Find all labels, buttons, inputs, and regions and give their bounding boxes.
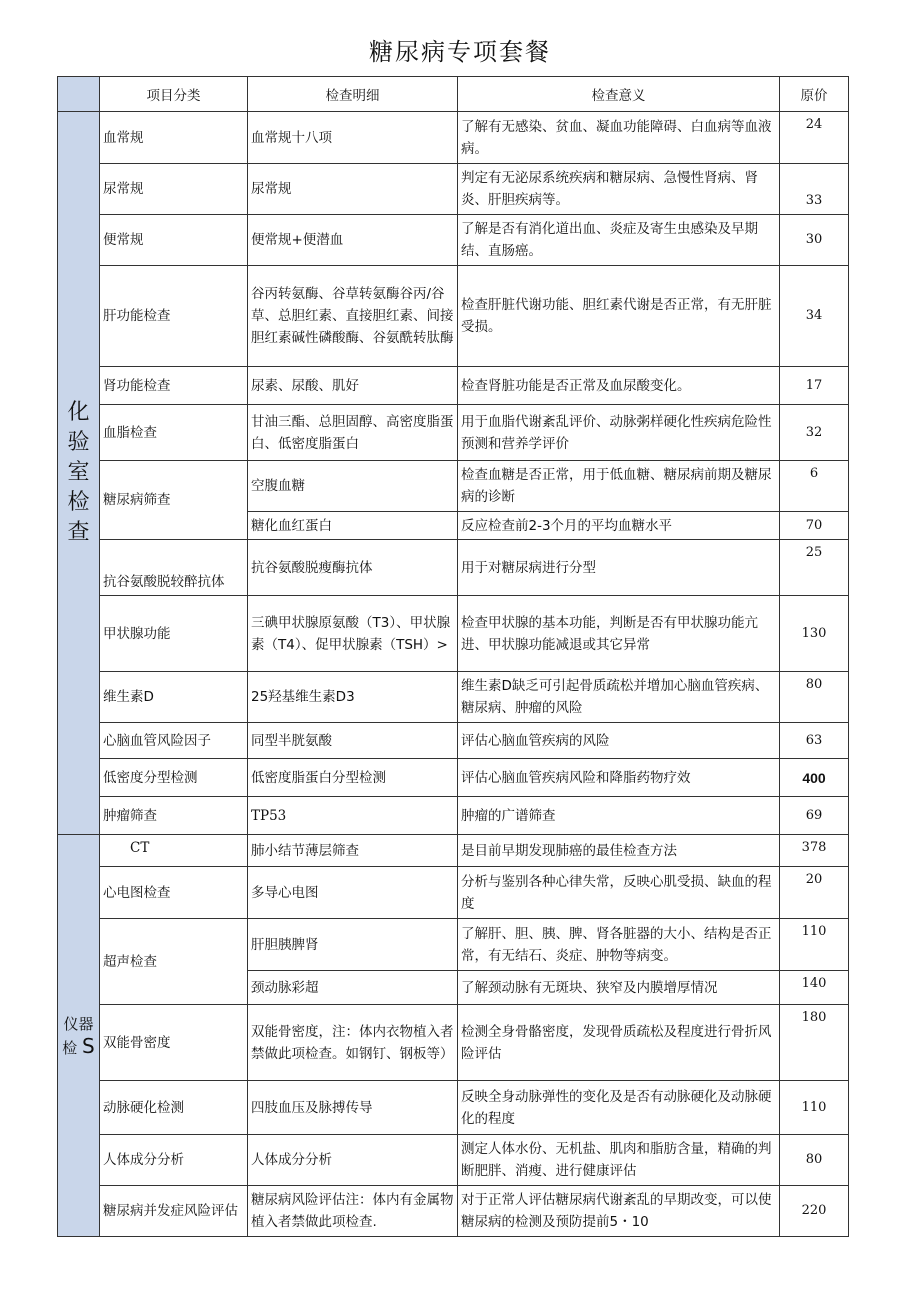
price-cell: 63 [780, 723, 849, 759]
table-row [58, 367, 849, 405]
meaning-cell: 评估心脑血管疾病风险和降脂药物疗效 [458, 759, 780, 797]
detail-cell: 低密度脂蛋白分型检测 [248, 759, 458, 797]
price-cell: 6 [780, 461, 849, 512]
price-cell: 80 [780, 1135, 849, 1186]
meaning-cell: 了解是否有消化道出血、炎症及寄生虫感染及早期结、直肠癌。 [458, 215, 780, 266]
detail-cell: 人体成分分析 [248, 1135, 458, 1186]
price-cell: 32 [780, 405, 849, 461]
table-row [58, 1081, 849, 1135]
corner-cell [58, 77, 100, 112]
detail-cell: 尿素、尿酸、肌好 [248, 367, 458, 405]
table-row [58, 215, 849, 266]
table-row [58, 919, 849, 971]
table-row [58, 835, 849, 867]
meaning-cell: 用于血脂代谢紊乱评价、动脉粥样硬化性疾病危险性预测和营养学评价 [458, 405, 780, 461]
category-cell: 肾功能检查 [100, 367, 248, 405]
meaning-cell: 测定人体水份、无机盐、肌肉和脂肪含量，精确的判断肥胖、消瘦、进行健康评估 [458, 1135, 780, 1186]
price-cell: 80 [780, 672, 849, 723]
price-cell: 400 [780, 759, 849, 797]
price-cell: 70 [780, 512, 849, 540]
category-cell: 肿瘤筛查 [100, 797, 248, 835]
price-cell: 33 [780, 164, 849, 215]
category-cell: 肝功能检查 [100, 266, 248, 367]
price-cell: 110 [780, 1081, 849, 1135]
table-row [58, 797, 849, 835]
price-cell: 110 [780, 919, 849, 971]
table-row [58, 1005, 849, 1081]
price-cell: 378 [780, 835, 849, 867]
meaning-cell: 维生素D缺乏可引起骨质疏松并增加心脑血管疾病、糖尿病、肿瘤的风险 [458, 672, 780, 723]
category-cell: 糖尿病筛查 [100, 461, 248, 540]
price-cell: 20 [780, 867, 849, 919]
category-cell: 糖尿病并发症风险评估 [100, 1186, 248, 1237]
category-cell: 维生素D [100, 672, 248, 723]
category-cell: 双能骨密度 [100, 1005, 248, 1081]
table-row [58, 266, 849, 367]
section-lab-label: 化验室检查 [58, 112, 100, 835]
table-row [58, 867, 849, 919]
meaning-cell: 了解肝、胆、胰、脾、肾各脏器的大小、结构是否正常，有无结石、炎症、肿物等病变。 [458, 919, 780, 971]
detail-cell: 谷丙转氨酶、谷草转氨酶谷丙/谷草、总胆红素、直接胆红素、间接胆红素碱性磷酸酶、谷氨酰转肽酶 [248, 266, 458, 367]
detail-cell: 颈动脉彩超 [248, 971, 458, 1005]
detail-cell: 25羟基维生素D3 [248, 672, 458, 723]
header-meaning: 检查意义 [458, 77, 780, 112]
detail-cell: 多导心电图 [248, 867, 458, 919]
header-category: 项目分类 [100, 77, 248, 112]
meaning-cell: 肿瘤的广谱筛查 [458, 797, 780, 835]
table-row [58, 405, 849, 461]
meaning-cell: 对于正常人评估糖尿病代谢紊乱的早期改变，可以使糖尿病的检测及预防提前5・10 [458, 1186, 780, 1237]
category-cell: 血常规 [100, 112, 248, 164]
header-price: 原价 [780, 77, 849, 112]
category-cell: 抗谷氨酸脱较醉抗体 [100, 540, 248, 596]
meaning-cell: 检查血糖是否正常，用于低血糖、糖尿病前期及糖尿病的诊断 [458, 461, 780, 512]
category-cell: 超声检查 [100, 919, 248, 1005]
detail-cell: 双能骨密度，注：体内衣物植入者禁做此项检查。如钢钉、钢板等） [248, 1005, 458, 1081]
detail-cell: 血常规十八项 [248, 112, 458, 164]
category-cell: 心脑血管风险因子 [100, 723, 248, 759]
price-cell: 180 [780, 1005, 849, 1081]
page-title: 糖尿病专项套餐 [369, 38, 551, 66]
price-cell: 220 [780, 1186, 849, 1237]
category-cell: 血脂检查 [100, 405, 248, 461]
meaning-cell: 评估心脑血管疾病的风险 [458, 723, 780, 759]
meaning-cell: 用于对糖尿病进行分型 [458, 540, 780, 596]
table-row [58, 596, 849, 672]
table-row [58, 1135, 849, 1186]
table-row [58, 1186, 849, 1237]
price-cell: 17 [780, 367, 849, 405]
detail-cell: 肺小结节薄层筛查 [248, 835, 458, 867]
category-cell: 低密度分型检测 [100, 759, 248, 797]
detail-cell: 甘油三酯、总胆固醇、高密度脂蛋白、低密度脂蛋白 [248, 405, 458, 461]
price-cell: 34 [780, 266, 849, 367]
detail-cell: 空腹血糖 [248, 461, 458, 512]
package-table [57, 76, 849, 1237]
meaning-cell: 是目前早期发现肺癌的最佳检查方法 [458, 835, 780, 867]
meaning-cell: 分析与鉴别各种心律失常，反映心肌受损、缺血的程度 [458, 867, 780, 919]
category-cell: 尿常规 [100, 164, 248, 215]
detail-cell: 糖化血红蛋白 [248, 512, 458, 540]
meaning-cell: 检查肾脏功能是否正常及血尿酸变化。 [458, 367, 780, 405]
price-cell: 130 [780, 596, 849, 672]
meaning-cell: 检测全身骨骼密度，发现骨质疏松及程度进行骨折风险评估 [458, 1005, 780, 1081]
category-cell: 甲状腺功能 [100, 596, 248, 672]
detail-cell: 肝胆胰脾肾 [248, 919, 458, 971]
price-cell: 30 [780, 215, 849, 266]
header-row [58, 77, 849, 112]
meaning-cell: 判定有无泌尿系统疾病和糖尿病、急慢性肾病、肾炎、肝胆疾病等。 [458, 164, 780, 215]
meaning-cell: 检查甲状腺的基本功能，判断是否有甲状腺功能亢进、甲状腺功能减退或其它异常 [458, 596, 780, 672]
table-row [58, 759, 849, 797]
category-cell: 便常规 [100, 215, 248, 266]
detail-cell: 同型半胱氨酸 [248, 723, 458, 759]
table-row [58, 672, 849, 723]
table-row [58, 461, 849, 512]
price-cell: 140 [780, 971, 849, 1005]
detail-cell: 三碘甲状腺原氨酸（T3）、甲状腺素（T4）、促甲状腺素（TSH）> [248, 596, 458, 672]
category-cell: 人体成分分析 [100, 1135, 248, 1186]
category-cell: 心电图检查 [100, 867, 248, 919]
meaning-cell: 了解颈动脉有无斑块、狭窄及内膜增厚情况 [458, 971, 780, 1005]
detail-cell: 四肢血压及脉搏传导 [248, 1081, 458, 1135]
table-row [58, 164, 849, 215]
category-cell: CT [100, 835, 248, 867]
meaning-cell: 反应检查前2-3个月的平均血糖水平 [458, 512, 780, 540]
price-cell: 25 [780, 540, 849, 596]
detail-cell: 抗谷氨酸脱瘦酶抗体 [248, 540, 458, 596]
price-cell: 69 [780, 797, 849, 835]
table-row [58, 112, 849, 164]
meaning-cell: 了解有无感染、贫血、凝血功能障碍、白血病等血液病。 [458, 112, 780, 164]
table-row [58, 540, 849, 596]
detail-cell: 尿常规 [248, 164, 458, 215]
section-instrument-label: 仪器 检 S [58, 835, 100, 1237]
detail-cell: TP53 [248, 797, 458, 835]
category-cell: 动脉硬化检测 [100, 1081, 248, 1135]
meaning-cell: 检查肝脏代谢功能、胆红素代谢是否正常，有无肝脏受损。 [458, 266, 780, 367]
meaning-cell: 反映全身动脉弹性的变化及是否有动脉硬化及动脉硬化的程度 [458, 1081, 780, 1135]
header-detail: 检查明细 [248, 77, 458, 112]
detail-cell: 糖尿病风险评估注：体内有金属物植入者禁做此项检查. [248, 1186, 458, 1237]
detail-cell: 便常规+便潜血 [248, 215, 458, 266]
price-cell: 24 [780, 112, 849, 164]
table-row [58, 723, 849, 759]
